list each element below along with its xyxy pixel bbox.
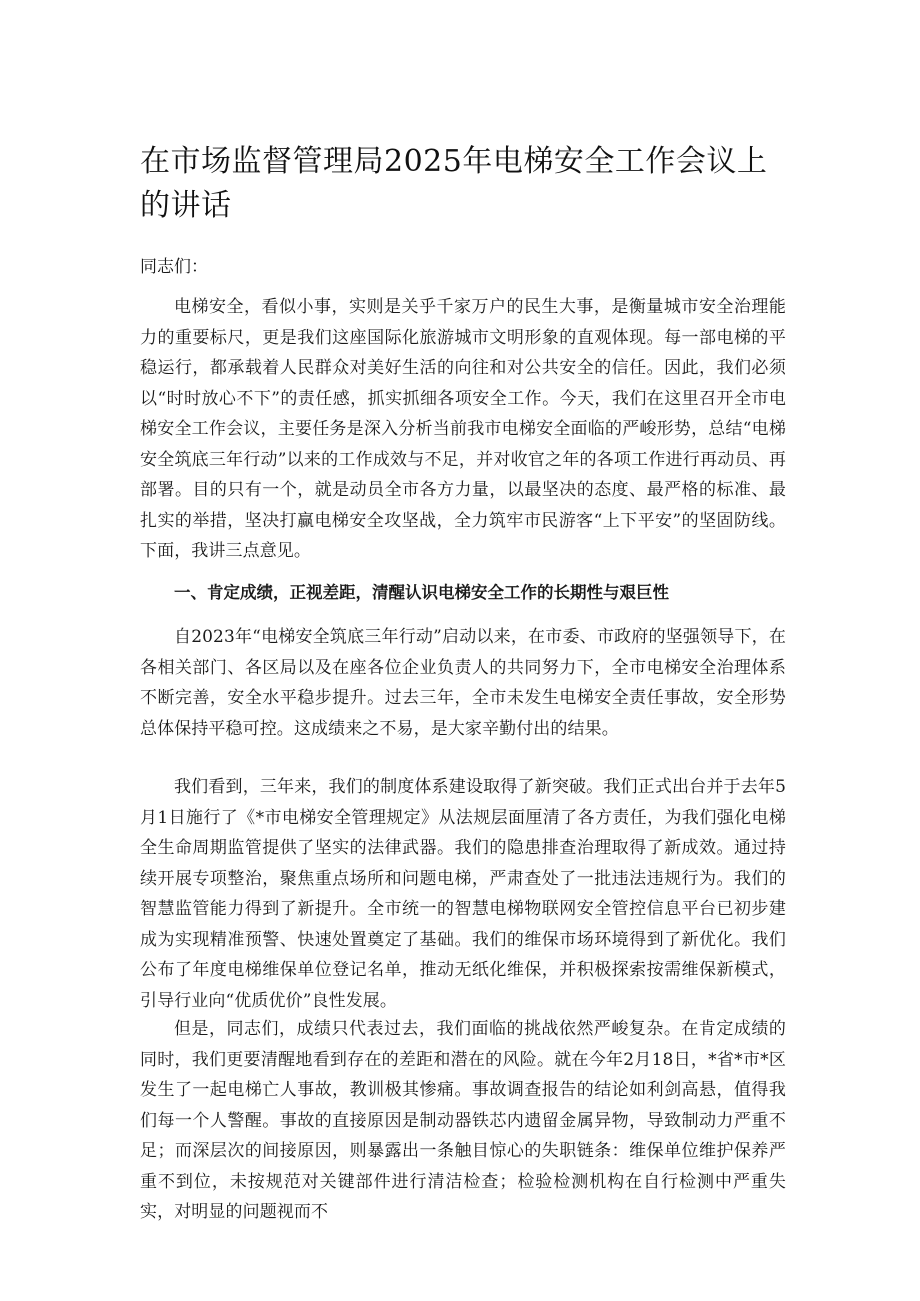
paragraph-achievements: 自2023年“电梯安全筑底三年行动”启动以来，在市委、市政府的坚强领导下，在各相关部门、各区局以及在座各位企业负责人的共同努力下，全市电梯安全治理体系不断完善，安全水平稳步提升。过去三年，全市未发生电梯安全责任事故，安全形势总体保持平稳可控。这成绩来之不易，是大家辛勤付出的结果。: [140, 627, 786, 739]
paragraph-challenges: 但是，同志们，成绩只代表过去，我们面临的挑战依然严峻复杂。在肯定成绩的同时，我们更要清醒地看到存在的差距和潜在的风险。就在今年2月18日，*省*市*区发生了一起电梯亡人事故，教训极其惨痛。事故调查报告的结论如利剑高悬，值得我们每一个人警醒。事故的直接原因是制动器铁芯内遗留金属异物，导致制动力严重不足；而深层次的间接原因，则暴露出一条触目惊心的失职链条：维保单位维护保养严重不到位，未按规范对关键部件进行清洁检查；检验检测机构在自行检测中严重失实，对明显的问题视而不: [140, 1019, 786, 1222]
salutation: 同志们：: [140, 257, 208, 277]
paragraph-breakthroughs: 我们看到，三年来，我们的制度体系建设取得了新突破。我们正式出台并于去年5月1日施行了《*市电梯安全管理规定》从法规层面厘清了各方责任，为我们强化电梯全生命周期监管提供了坚实的法律武器。我们的隐患排查治理取得了新成效。通过持续开展专项整治，聚焦重点场所和问题电梯，严肃查处了一批违法违规行为。我们的智慧监管能力得到了新提升。全市统一的智慧电梯物联网安全管控信息平台已初步建成为实现精准预警、快速处置奠定了基础。我们的维保市场环境得到了新优化。我们公布了年度电梯维保单位登记名单，推动无纸化维保，并积极探索按需维保新模式，引导行业向“优质优价”良性发展。: [140, 777, 786, 1011]
section-heading: 一、肯定成绩，正视差距，清醒认识电梯安全工作的长期性与艰巨性: [174, 583, 669, 602]
document-title: 在市场监督管理局2025年电梯安全工作会议上的讲话: [140, 144, 768, 223]
paragraph-intro: 电梯安全，看似小事，实则是关乎千家万户的民生大事，是衡量城市安全治理能力的重要标尺，更是我们这座国际化旅游城市文明形象的直观体现。每一部电梯的平稳运行，都承载着人民群众对美好生活的向往和对公共安全的信任。因此，我们必须以“时时放心不下”的责任感，抓实抓细各项安全工作。今天，我们在这里召开全市电梯安全工作会议，主要任务是深入分析当前我市电梯安全面临的严峻形势，总结“电梯安全筑底三年行动”以来的工作成效与不足，并对收官之年的各项工作进行再动员、再部署。目的只有一个，就是动员全市各方力量，以最坚决的态度、最严格的标准、最扎实的举措，坚决打赢电梯安全攻坚战，全力筑牢市民游客“上下平安”的坚固防线。下面，我讲三点意见。: [140, 297, 786, 561]
